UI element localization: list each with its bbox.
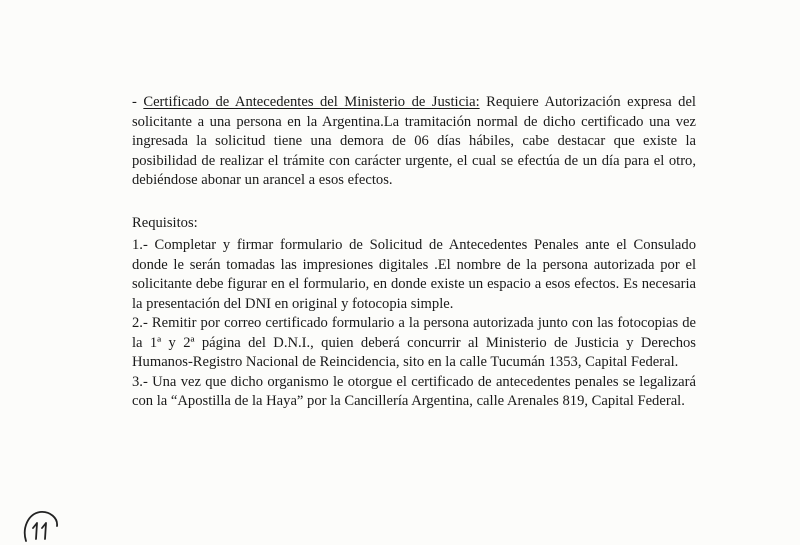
requirements-list bbox=[132, 236, 696, 412]
requirement-item-2: 2.- Remitir por correo certificado formulario a la persona autorizada junto con las fotocopias de la 1ª y 2ª página del D.N.I., quien deberá concurrir al Ministerio de Justicia y Derechos Humanos-Registro Nacional de Reincidencia, sito en la calle Tucumán 1353, Capital Federal. bbox=[132, 315, 696, 370]
bullet-dash: - bbox=[132, 94, 144, 110]
requirements-title: Requisitos: bbox=[132, 215, 198, 231]
requirement-item-1: 1.- Completar y firmar formulario de Solicitud de Antecedentes Penales ante el Consulado donde le serán tomadas las impresiones digitales .El nombre de la persona autorizada por el solicitante debe figurar en el formulario, en donde existe un espacio a esos efectos. Es necesaria la presentación del DNI en original y fotocopia simple. bbox=[132, 237, 696, 312]
handwritten-page-number-mark bbox=[20, 508, 60, 542]
section-heading: Certificado de Antecedentes del Ministerio de Justicia: bbox=[143, 94, 480, 110]
requirement-item-3: 3.- Una vez que dicho organismo le otorgue el certificado de antecedentes penales se legalizará con la “Apostilla de la Haya” por la Cancillería Argentina, calle Arenales 819, Capital Federal. bbox=[132, 373, 696, 409]
intro-text: Requiere Autorización expresa del solicitante a una persona en la Argentina.La tramitación normal de dicho certificado una vez ingresada la solicitud tiene una demora de 06 días hábiles, cabe destacar que existe la posibilidad de realizar el trámite con carácter urgente, el cual se efectúa de un día para el otro, debiéndose abonar un arancel a esos efectos. bbox=[132, 94, 696, 188]
intro-paragraph bbox=[132, 93, 696, 191]
